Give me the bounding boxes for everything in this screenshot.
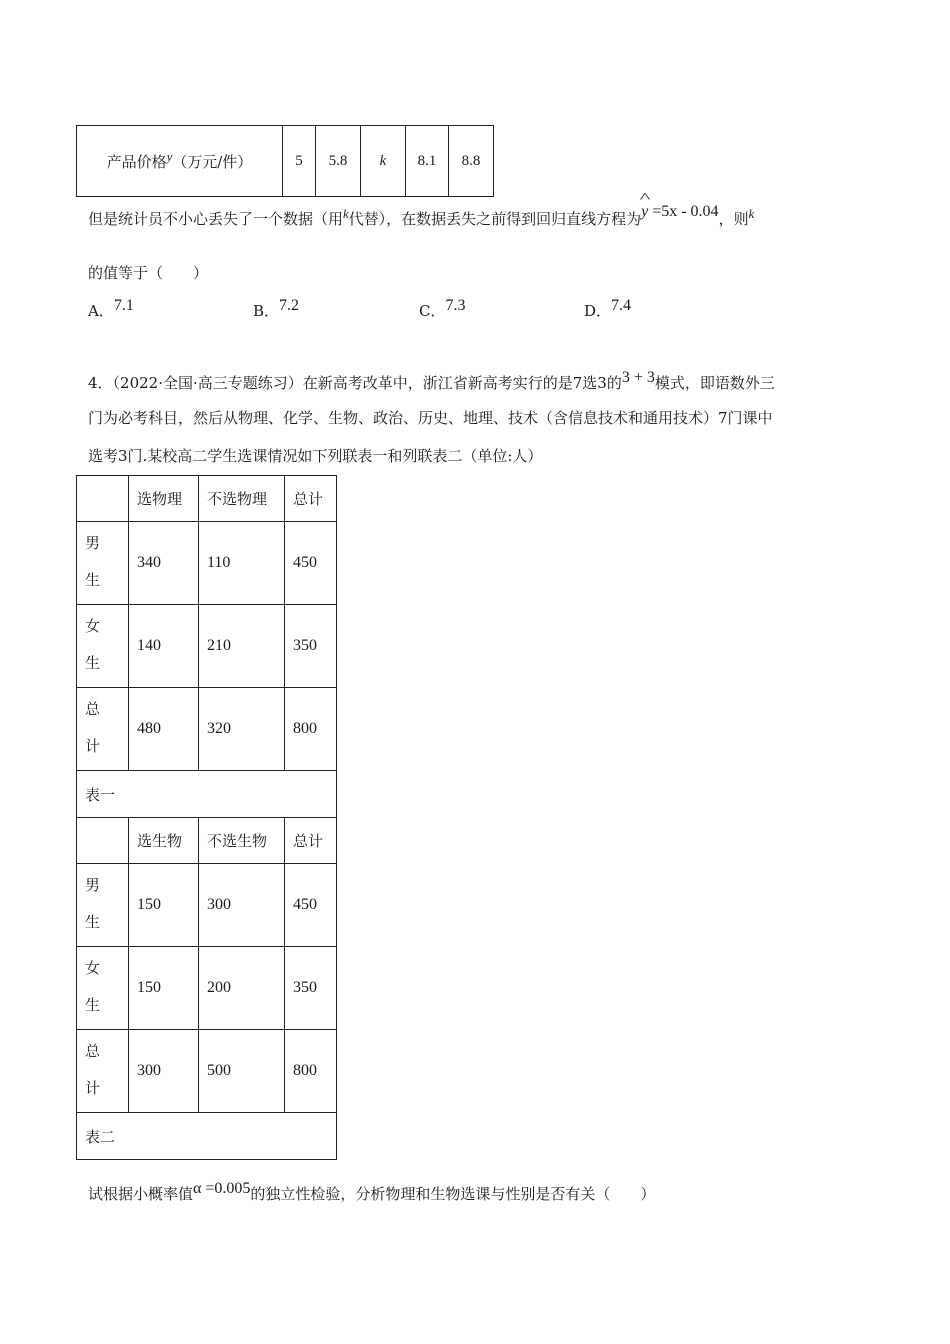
option-label: B．	[253, 302, 280, 320]
row-label-char: 女	[85, 619, 101, 635]
mode-expression: 3 + 3	[621, 369, 655, 386]
cell: 350	[285, 947, 337, 1030]
option-label: C．	[419, 302, 446, 320]
regression-equation	[641, 203, 718, 220]
table-row	[77, 522, 337, 605]
option-d[interactable]	[584, 297, 631, 321]
option-value: 7.2	[279, 297, 300, 314]
table2-caption-row	[77, 1113, 337, 1160]
header-cell: 不选物理	[199, 476, 285, 522]
price-value: 8.1	[406, 126, 449, 197]
cell: 140	[129, 605, 199, 688]
cell: 450	[285, 864, 337, 947]
option-value: 7.4	[611, 297, 632, 314]
cell: 320	[199, 688, 285, 771]
table-row	[77, 947, 337, 1030]
cell: 450	[285, 522, 337, 605]
eq-y-hat: ^ y	[641, 203, 648, 221]
cell: 110	[199, 522, 285, 605]
header-cell	[77, 818, 129, 864]
cell: 150	[129, 864, 199, 947]
price-value: 8.8	[449, 126, 494, 197]
row-label-char: 计	[85, 739, 101, 755]
var-k: k	[748, 207, 755, 221]
header-cell: 总计	[285, 476, 337, 522]
option-value: 7.1	[113, 297, 134, 314]
price-value: 5.8	[316, 126, 361, 197]
price-var: y	[166, 150, 173, 164]
cell: 350	[285, 605, 337, 688]
row-label-char: 生	[85, 573, 101, 589]
row-label-char: 女	[85, 961, 101, 977]
q4-line3: 选考3门.某校高二学生选课情况如下列联表一和列联表二（单位:人）	[88, 447, 543, 465]
cell: 300	[199, 864, 285, 947]
row-label	[77, 605, 129, 688]
row-label	[77, 864, 129, 947]
row-label	[77, 688, 129, 771]
cell: 150	[129, 947, 199, 1030]
q4-line1	[88, 369, 775, 393]
price-table	[76, 125, 494, 197]
header-cell	[77, 476, 129, 522]
header-cell: 选物理	[129, 476, 199, 522]
q3-text: ，则	[718, 210, 749, 228]
row-label-char: 生	[85, 998, 101, 1014]
table-row	[77, 1030, 337, 1113]
cell: 500	[199, 1030, 285, 1113]
eq-rest: =5x - 0.04	[652, 203, 719, 220]
header-cell: 选生物	[129, 818, 199, 864]
q3-text: 代替），在数据丢失之前得到回归直线方程为	[348, 210, 642, 228]
table-caption: 表二	[77, 1113, 337, 1160]
table-row	[77, 864, 337, 947]
row-label	[77, 1030, 129, 1113]
table2-header	[77, 818, 337, 864]
row-label-char: 总	[85, 702, 101, 718]
question-number: 4．	[88, 374, 113, 392]
contingency-tables	[76, 475, 337, 1160]
cell: 200	[199, 947, 285, 1030]
row-label-char: 总	[85, 1044, 101, 1060]
price-value: k	[361, 126, 406, 197]
table1-header	[77, 476, 337, 522]
q4-line2: 门为必考科目，然后从物理、化学、生物、政治、历史、地理、技术（含信息技术和通用技术）7门课中	[88, 409, 773, 427]
row-label-char: 男	[85, 536, 101, 552]
table1-caption-row	[77, 771, 337, 818]
q4-text: （2022·全国·高三专题练习）在新高考改革中，浙江省新高考实行的是7选3的	[112, 374, 622, 392]
q3-text: 但是统计员不小心丢失了一个数据（用	[88, 210, 344, 228]
price-unit: （万元/件）	[172, 153, 253, 171]
table-row	[77, 688, 337, 771]
option-value: 7.3	[445, 297, 466, 314]
table-caption: 表一	[77, 771, 337, 818]
row-label-char: 男	[85, 878, 101, 894]
q3-line2: 的值等于（ ）	[88, 264, 209, 282]
cell: 210	[199, 605, 285, 688]
cell: 340	[129, 522, 199, 605]
header-cell: 总计	[285, 818, 337, 864]
row-label	[77, 522, 129, 605]
option-label: A．	[88, 302, 114, 320]
q4-text: 试根据小概率值	[88, 1185, 194, 1203]
price-label: 产品价格	[106, 153, 167, 171]
cell: 800	[285, 688, 337, 771]
price-label-cell	[77, 126, 283, 197]
var-k: k	[343, 207, 349, 221]
option-c[interactable]	[419, 297, 465, 321]
cell: 300	[129, 1030, 199, 1113]
row-label	[77, 947, 129, 1030]
price-value: 5	[283, 126, 316, 197]
cell: 800	[285, 1030, 337, 1113]
table-row	[77, 605, 337, 688]
row-label-char: 计	[85, 1081, 101, 1097]
alpha-value: α =0.005	[193, 1180, 251, 1197]
q4-final-line	[88, 1180, 655, 1204]
q4-text: 的独立性检验，分析物理和生物选课与性别是否有关（ ）	[250, 1185, 656, 1203]
row-label-char: 生	[85, 915, 101, 931]
header-cell: 不选生物	[199, 818, 285, 864]
option-a[interactable]	[88, 297, 134, 321]
cell: 480	[129, 688, 199, 771]
option-b[interactable]	[253, 297, 299, 321]
option-label: D．	[584, 302, 612, 320]
q4-text: 模式，即语数外三	[654, 374, 775, 392]
q3-line1	[88, 203, 755, 229]
row-label-char: 生	[85, 656, 101, 672]
